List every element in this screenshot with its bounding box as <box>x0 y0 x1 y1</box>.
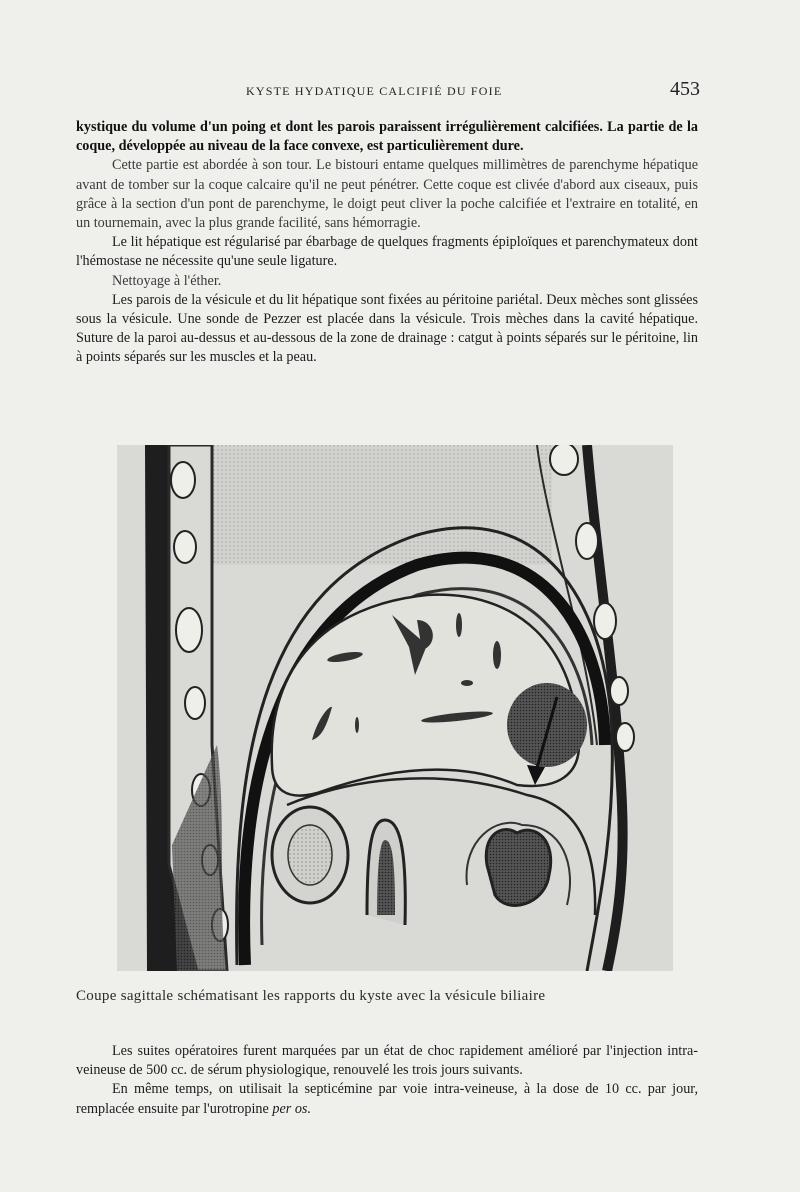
page-number: 453 <box>670 78 700 100</box>
sagittal-section-figure <box>117 445 673 971</box>
septicemine-text: En même temps, on utilisait la septicémine par voie intra-veineuse, à la dose de 10 cc. par jour, remplacée ensuite par l'urotropine <box>76 1081 698 1117</box>
paragraph-septicemine <box>76 1080 698 1118</box>
paragraph-ether: Nettoyage à l'éther. <box>112 272 222 289</box>
lower-text <box>76 1042 698 1119</box>
paragraph-postoperative: Les suites opératoires furent marquées par un état de choc rapidement amélioré par l'injection intra-veineuse de 500 cc. de sérum physiologique, renouvelé les trois jours suivants. <box>76 1043 698 1079</box>
figure-caption: Coupe sagittale schématisant les rapports du kyste avec la vésicule biliaire <box>76 988 546 1004</box>
paragraph-hepatic-bed: Le lit hépatique est régularisé par ébarbage de quelques fragments épiploïques et parenchymateux dont l'hémostase ne nécessite qu'une seule ligature. <box>76 234 698 270</box>
paragraph-drainage: Les parois de la vésicule et du lit hépatique sont fixées au péritoine pariétal. Deux mèches sont glissées sous la vésicule. Une sonde de Pezzer est placée dans la vésicule. Trois mèches dans la cavité hépatique. Suture de la paroi au-dessus et au-dessous de la zone de drainage : catgut à points séparés sur le péritoine, lin à points séparés sur les muscles et la peau. <box>76 291 698 366</box>
upper-text <box>76 118 698 368</box>
paragraph-cyst-approach: Cette partie est abordée à son tour. Le bistouri entame quelques millimètres de parenchyme hépatique avant de tomber sur la coque calcaire qu'il ne peut pénétrer. Cette coque est clivée d'abord aux ciseaux, puis grâce à la section d'un pont de parenchyme, le doigt peut cliver la poche calcifiée et l'extraire en totalité, en un tournemain, avec la plus grande facilité, sans hémorragie. <box>76 157 698 232</box>
running-title: KYSTE HYDATIQUE CALCIFIÉ DU FOIE <box>246 84 503 98</box>
per-os-italic: per os. <box>272 1100 311 1117</box>
anatomical-drawing <box>117 445 673 971</box>
paragraph-continuation: kystique du volume d'un poing et dont les parois paraissent irrégulièrement calcifiées. La partie de la coque, développée au niveau de la face convexe, est particulièrement dure. <box>76 119 698 155</box>
page-header <box>76 78 700 102</box>
